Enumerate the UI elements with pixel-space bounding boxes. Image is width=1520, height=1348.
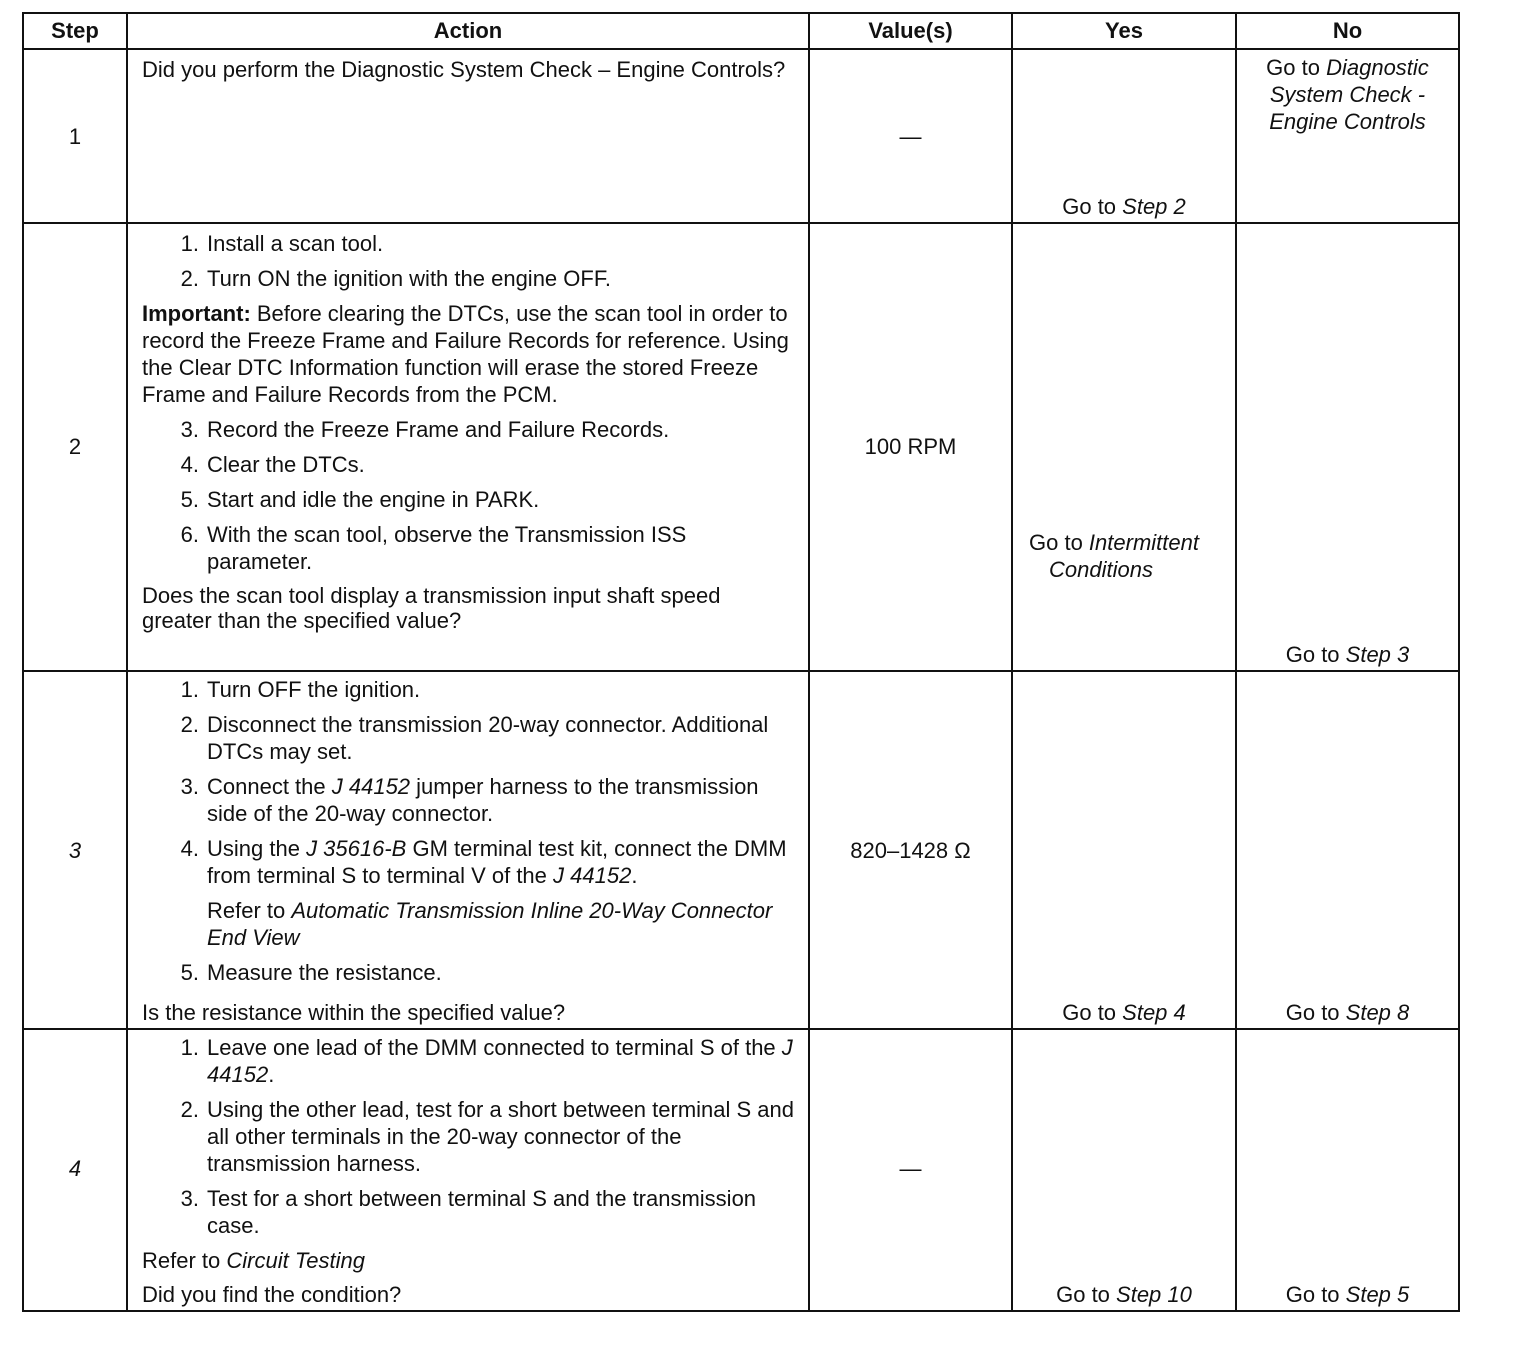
list-item: 1. Install a scan tool. <box>180 231 384 256</box>
header-row <box>23 13 1459 49</box>
step-number: 1 <box>68 124 82 149</box>
value: 100 RPM <box>864 434 957 459</box>
yes-action: Go to Step 10 <box>1056 1282 1192 1307</box>
value: 820–1428 Ω <box>850 838 971 863</box>
step-number: 3 <box>68 838 82 863</box>
list-item: 6. With the scan tool, observe the Transmission ISS parameter. <box>180 522 687 574</box>
header-yes: Yes <box>1012 13 1236 49</box>
table-row <box>23 671 1459 1029</box>
tool-ref: J 44152 <box>207 1035 793 1087</box>
header-action: Action <box>127 13 809 49</box>
value: — <box>899 1156 922 1181</box>
step-link[interactable]: Step 10 <box>1116 1282 1192 1307</box>
action-cell <box>127 671 809 1029</box>
yes-action: Go to Step 4 <box>1062 1000 1186 1025</box>
list-item: 3. Test for a short between terminal S and the transmission case. <box>180 1186 757 1238</box>
yes-action: Go to Intermittent Conditions <box>1029 530 1199 582</box>
value-cell <box>809 671 1012 1029</box>
header-no: No <box>1236 13 1459 49</box>
no-cell <box>1236 223 1459 671</box>
value-cell <box>809 1029 1012 1311</box>
action-cell <box>127 223 809 671</box>
list-item: 4. Clear the DTCs. <box>180 452 365 477</box>
table-row <box>23 223 1459 671</box>
list-item: 4. Using the J 35616-B GM terminal test kit, connect the DMM from terminal S to terminal V of the J 44152. <box>180 836 787 888</box>
yes-cell <box>1012 1029 1236 1311</box>
important-note: Important: Before clearing the DTCs, use the scan tool in order to record the Freeze Frame and Failure Records for reference. Using the Clear DTC Information function will erase the stored Freeze Frame and Failure Records from the PCM. <box>142 301 789 407</box>
yes-cell <box>1012 671 1236 1029</box>
list-item: 2. Turn ON the ignition with the engine OFF. <box>180 266 611 291</box>
step-cell <box>23 671 127 1029</box>
tool-ref: J 44152 <box>553 863 632 888</box>
value-cell <box>809 49 1012 223</box>
value: — <box>899 124 922 149</box>
list-item: 3. Record the Freeze Frame and Failure Records. <box>180 417 670 442</box>
yes-cell <box>1012 49 1236 223</box>
question: Does the scan tool display a transmission input shaft speed greater than the specified value? <box>142 583 721 633</box>
no-action: Go to Diagnostic System Check - Engine Controls <box>1266 55 1429 134</box>
question: Did you perform the Diagnostic System Check – Engine Controls? <box>142 57 786 82</box>
list-item: 2. Using the other lead, test for a short between terminal S and all other terminals in the 20-way connector of the transmission harness. <box>180 1097 794 1176</box>
tool-ref: J 35616-B <box>306 836 407 861</box>
list-item: 1. Leave one lead of the DMM connected to terminal S of the J 44152. <box>180 1035 793 1087</box>
yes-cell <box>1012 223 1236 671</box>
no-cell <box>1236 671 1459 1029</box>
table-row <box>23 1029 1459 1311</box>
no-action: Go to Step 5 <box>1285 1282 1410 1307</box>
reference-note: Refer to Automatic Transmission Inline 20-Way Connector End View <box>207 898 773 950</box>
header-step: Step <box>23 13 127 49</box>
diagnostic-link[interactable]: Diagnostic <box>1326 55 1429 80</box>
tool-ref: J 44152 <box>331 774 411 799</box>
value-cell <box>809 223 1012 671</box>
list-item: 1. Turn OFF the ignition. <box>180 677 421 702</box>
circuit-testing-link[interactable]: Circuit Testing <box>226 1248 365 1273</box>
list-item: 2. Disconnect the transmission 20-way connector. Additional DTCs may set. <box>180 712 769 764</box>
step-link[interactable]: Step 8 <box>1345 1000 1410 1025</box>
list-item: 5. Measure the resistance. <box>180 960 442 985</box>
action-cell <box>127 1029 809 1311</box>
connector-view-link[interactable]: Automatic Transmission Inline 20-Way Connector End View <box>207 898 773 950</box>
table-row <box>23 49 1459 223</box>
step-cell <box>23 223 127 671</box>
step-cell <box>23 1029 127 1311</box>
reference-note: Refer to Circuit Testing <box>142 1248 365 1273</box>
header-values: Value(s) <box>809 13 1012 49</box>
step-number: 4 <box>68 1156 82 1181</box>
no-cell <box>1236 1029 1459 1311</box>
yes-action: Go to Step 2 <box>1062 194 1186 219</box>
list-item: 3. Connect the J 44152 jumper harness to the transmission side of the 20-way connector. <box>180 774 759 826</box>
question: Is the resistance within the specified value? <box>142 1000 566 1025</box>
step-link[interactable]: Step 3 <box>1345 642 1410 667</box>
no-action: Go to Step 3 <box>1285 642 1410 667</box>
list-item: 5. Start and idle the engine in PARK. <box>180 487 540 512</box>
step-cell <box>23 49 127 223</box>
action-cell <box>127 49 809 223</box>
question: Did you find the condition? <box>142 1282 402 1307</box>
step-number: 2 <box>68 434 82 459</box>
step-link[interactable]: Step 2 <box>1122 194 1186 219</box>
step-link[interactable]: Step 4 <box>1122 1000 1186 1025</box>
diagnostic-table <box>22 12 1460 1312</box>
intermittent-link[interactable]: Intermittent <box>1088 530 1199 555</box>
no-action: Go to Step 8 <box>1285 1000 1410 1025</box>
step-link[interactable]: Step 5 <box>1345 1282 1410 1307</box>
no-cell <box>1236 49 1459 223</box>
